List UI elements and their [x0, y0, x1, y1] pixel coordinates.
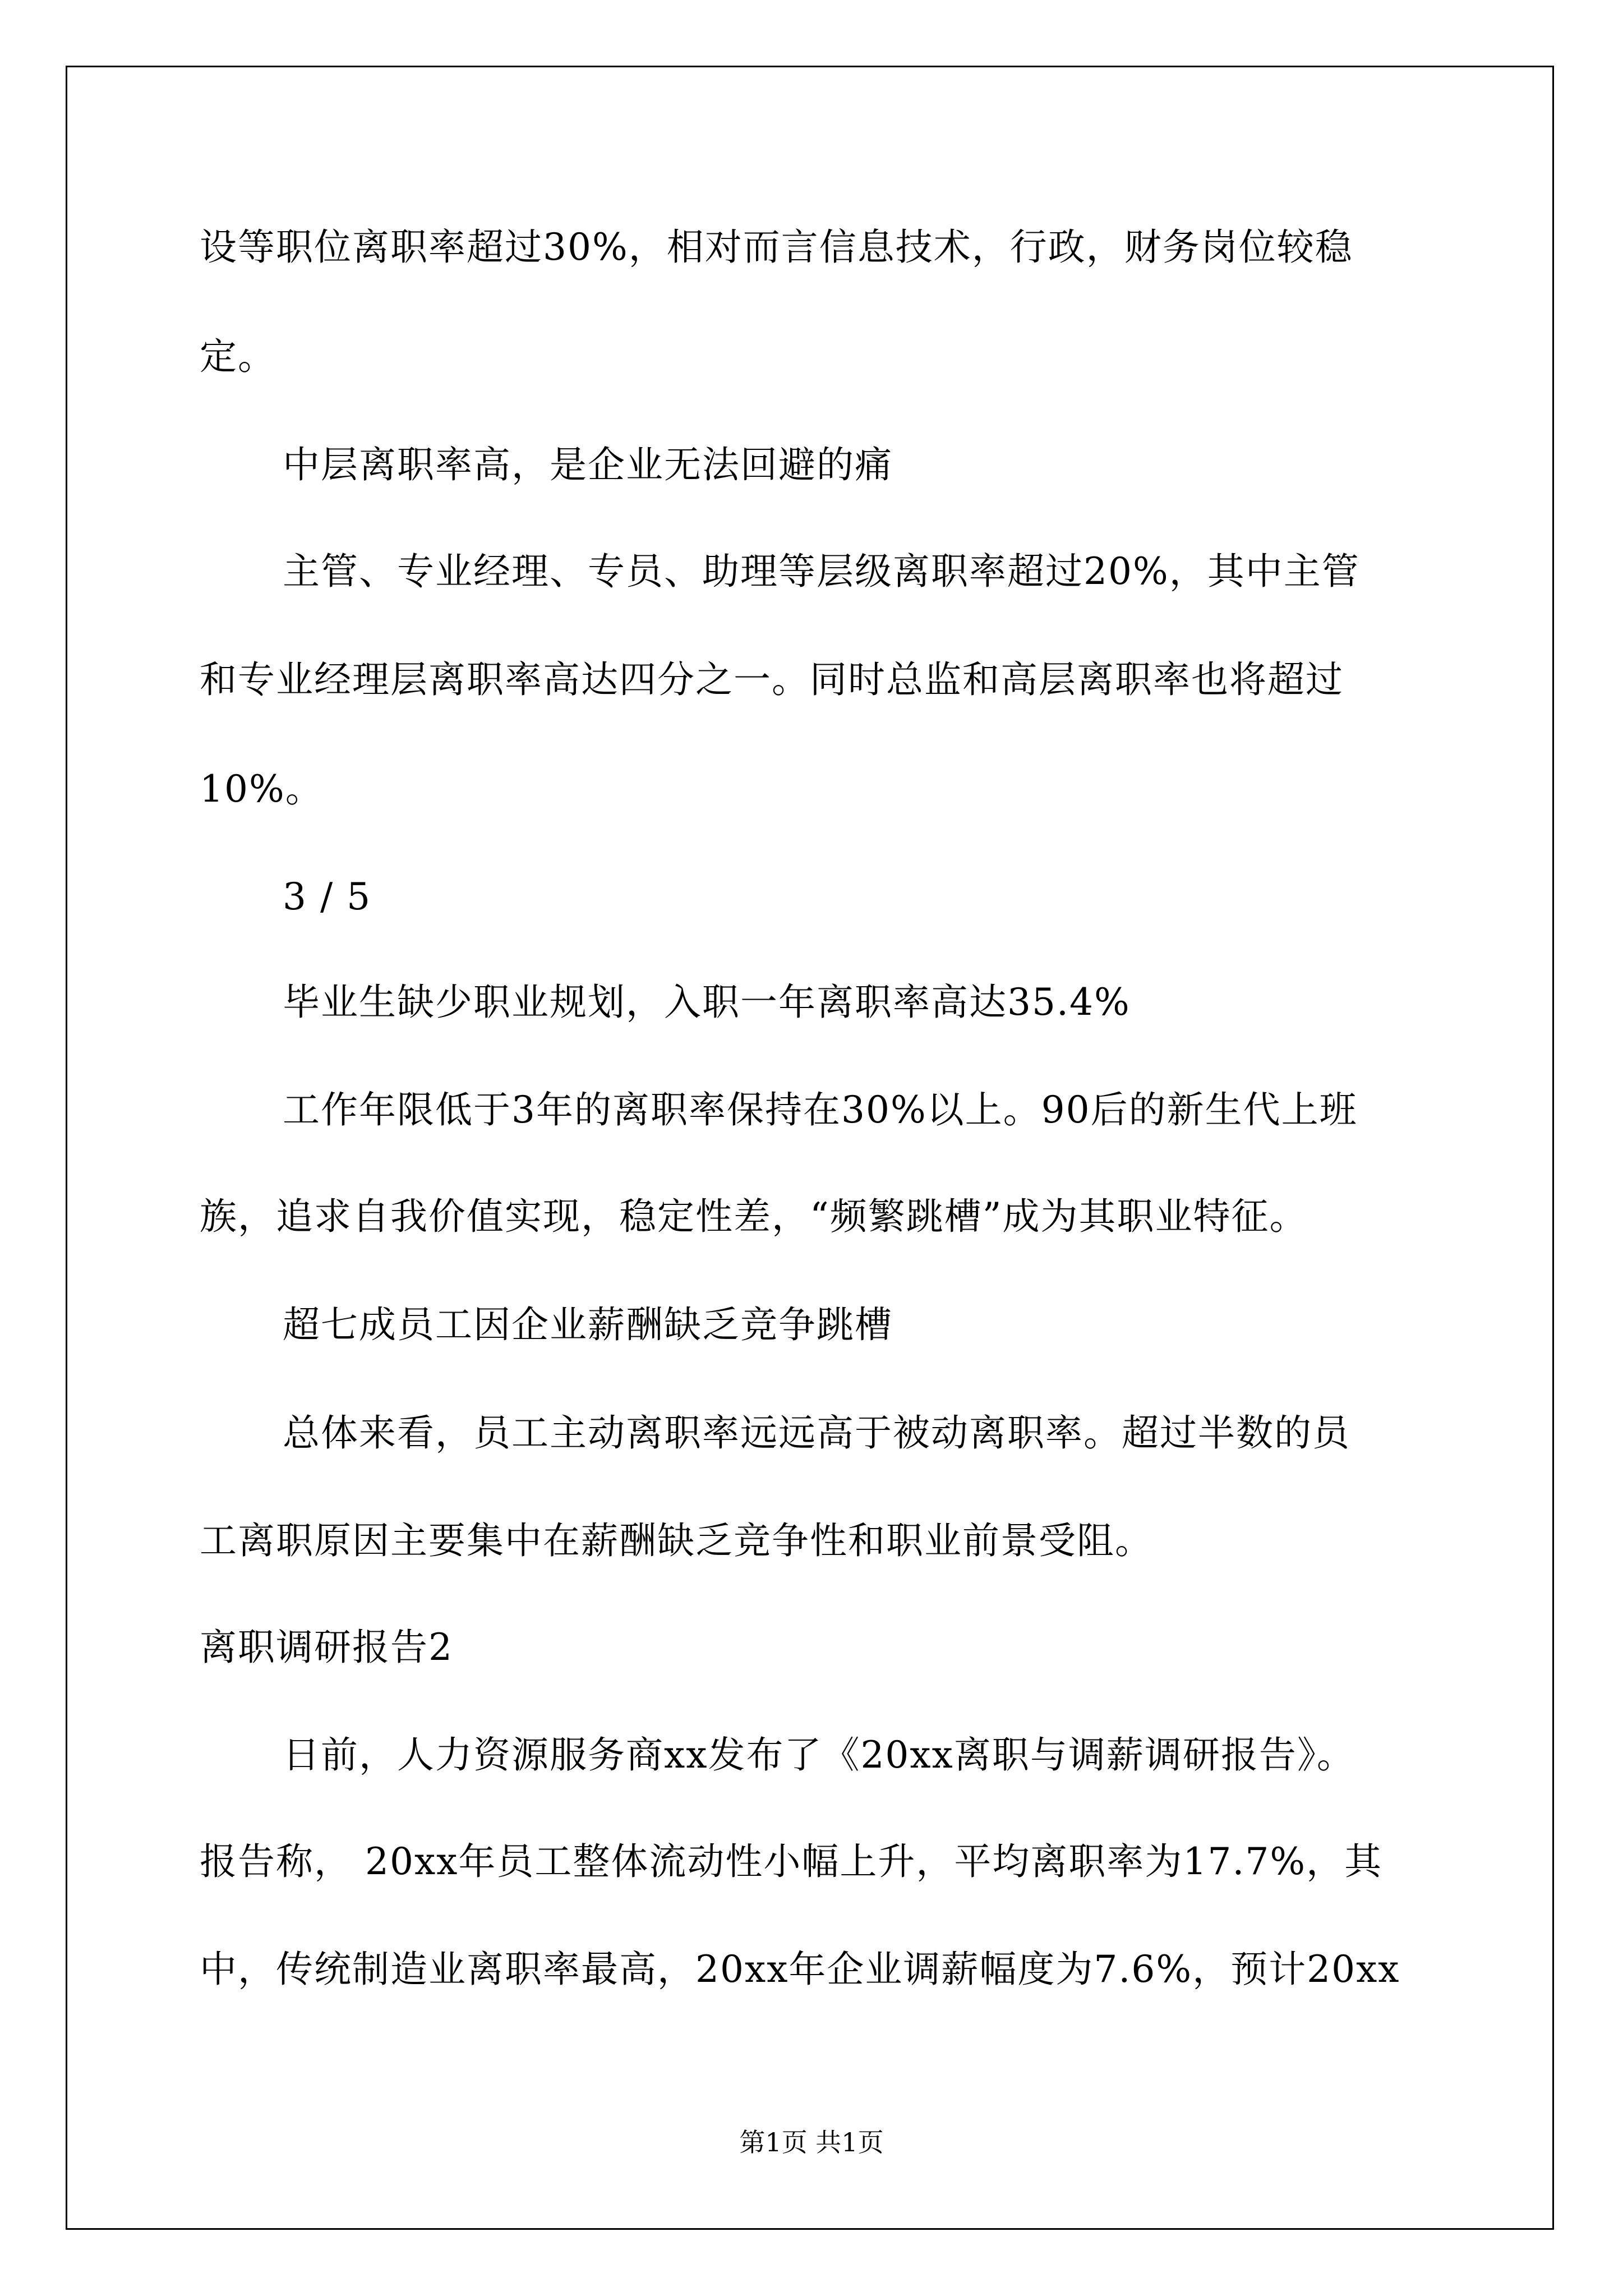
- paragraph-line: 和专业经理层离职率高达四分之一。同时总监和高层离职率也将超过: [200, 658, 1344, 701]
- paragraph-line: 报告称， 20xx年员工整体流动性小幅上升，平均离职率为17.7%，其: [200, 1840, 1383, 1883]
- paragraph-line: 日前，人力资源服务商xx发布了《20xx离职与调薪调研报告》。: [283, 1733, 1355, 1777]
- section-heading: 中层离职率高，是企业无法回避的痛: [283, 443, 893, 486]
- report-title: 离职调研报告2: [200, 1626, 453, 1669]
- paragraph-line: 10%。: [200, 767, 324, 811]
- paragraph-line: 定。: [200, 335, 276, 378]
- paragraph-line: 工作年限低于3年的离职率保持在30%以上。90后的新生代上班: [283, 1088, 1358, 1131]
- section-heading: 毕业生缺少职业规划，入职一年离职率高达35.4%: [283, 981, 1131, 1024]
- paragraph-line: 设等职位离职率超过30%，相对而言信息技术，行政，财务岗位较稳: [200, 226, 1353, 269]
- paragraph-line: 总体来看，员工主动离职率远远高于被动离职率。超过半数的员: [283, 1411, 1350, 1455]
- section-heading: 超七成员工因企业薪酬缺乏竞争跳槽: [283, 1303, 893, 1346]
- paragraph-line: 工离职原因主要集中在薪酬缺乏竞争性和职业前景受阻。: [200, 1519, 1153, 1562]
- page-border: [66, 66, 1554, 2230]
- page-footer: 第1页 共1页: [739, 2127, 884, 2157]
- paragraph-line: 族，追求自我价值实现，稳定性差，“频繁跳槽”成为其职业特征。: [200, 1195, 1308, 1238]
- paragraph-line: 中，传统制造业离职率最高，20xx年企业调薪幅度为7.6%，预计20xx: [200, 1948, 1400, 1991]
- page-marker: 3 / 5: [283, 875, 372, 918]
- paragraph-line: 主管、专业经理、专员、助理等层级离职率超过20%，其中主管: [283, 550, 1360, 593]
